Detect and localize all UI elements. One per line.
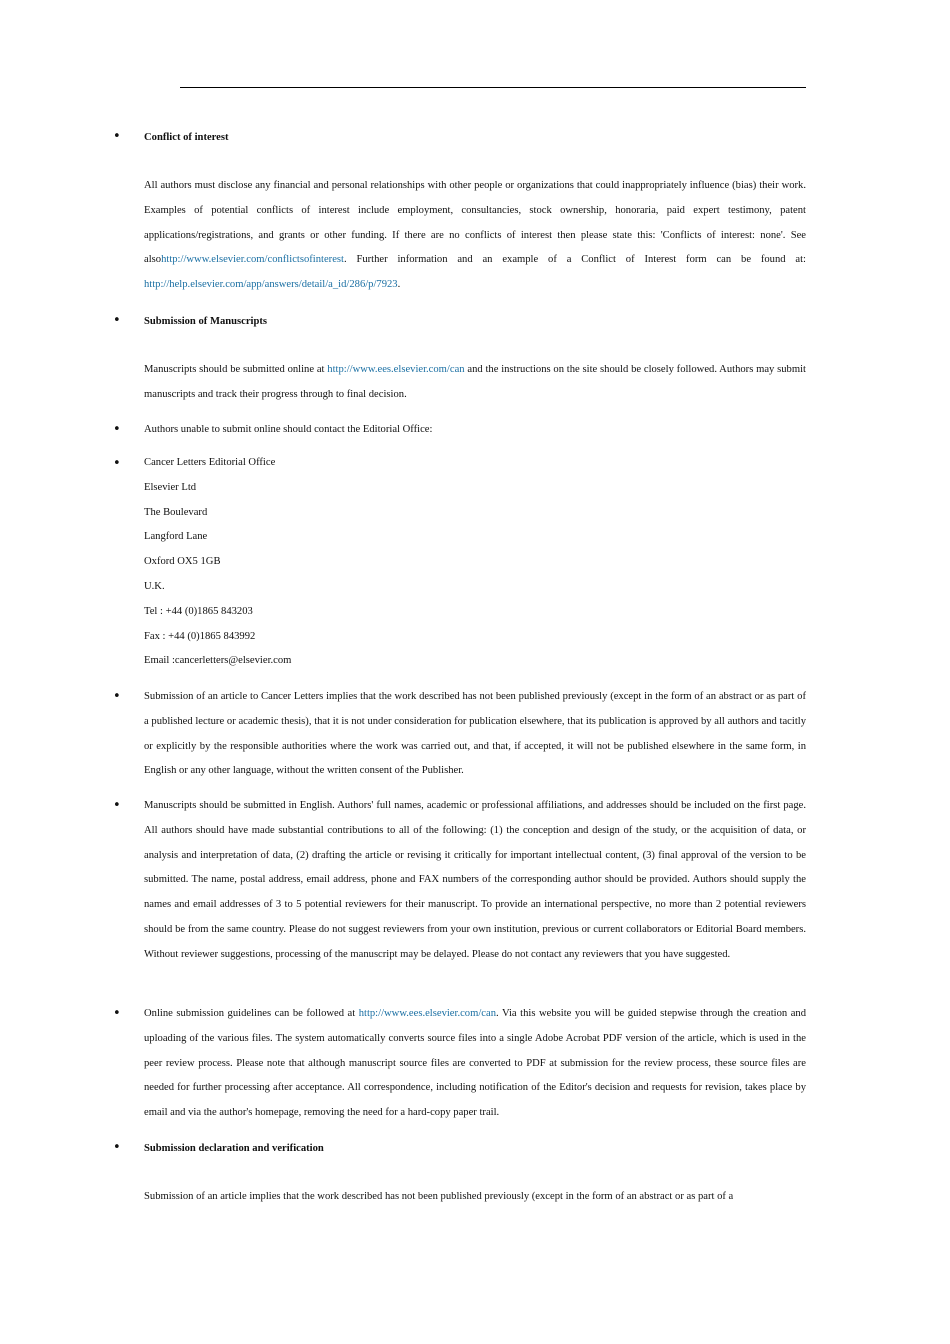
- submission-paragraph: Manuscripts should be submitted online at http://www.ees.elsevier.com/can and the instructions on the site should be closely followed. Authors may submit manuscripts and track their progress through to final decision.: [144, 364, 806, 400]
- english-paragraph: Manuscripts should be submitted in English. Authors' full names, academic or professional affiliations, and addresses should be included on the first page. All authors should have made substantial contributions to all of the following: (1) the conception and design of the study, or the acquisition of data, or analysis and interpretation of data, (2) drafting the article or revising it critically for important intellectual content, (3) final approval of the version to be submitted. The name, postal address, email address, phone and FAX numbers of the corresponding author should be provided. Authors should supply the names and email addresses of 3 to 5 potential reviewers for their manuscript. To provide an international perspective, no more than 2 potential reviewers should be from the same country. Please do not suggest reviewers from your own institution, previous or current collaborators or Editorial Board members. Without reviewer suggestions, processing of the manuscript may be delayed. Please do not contact any reviewers that you have suggested.: [144, 800, 806, 960]
- bullet: •: [113, 1006, 121, 1021]
- bullet: •: [113, 456, 121, 471]
- declaration-paragraph: Submission of an article implies that the work described has not been published previously (except in the form of an abstract or as part of a: [144, 1191, 734, 1202]
- bullet: •: [113, 313, 121, 328]
- submission-heading: Submission of Manuscripts: [144, 316, 268, 327]
- guidelines-paragraph: Online submission guidelines can be followed at http://www.ees.elsevier.com/can. Via this website you will be guided stepwise through the creation and uploading of the various files. The system automatically converts source files into a single Adobe Acrobat PDF version of the article, which is used in the peer review process. Please note that although manuscript source files are converted to PDF at submission for the review process, these source files are needed for further processing after acceptance. All correspondence, including notification of the Editor's decision and requests for revision, takes place by email and via the author's homepage, removing the need for a hard-copy paper trail.: [144, 1008, 806, 1119]
- bullet: •: [113, 689, 121, 704]
- bullet: •: [113, 798, 121, 813]
- address-line: Langford Lane: [144, 531, 208, 543]
- address-line: Oxford OX5 1GB: [144, 556, 221, 568]
- address-line: U.K.: [144, 580, 165, 592]
- bullet: •: [113, 422, 121, 437]
- address-line: Fax : +44 (0)1865 843992: [144, 630, 256, 642]
- unable-paragraph: Authors unable to submit online should contact the Editorial Office:: [144, 424, 433, 435]
- header-rule: [180, 87, 806, 88]
- address-line: Tel : +44 (0)1865 843203: [144, 605, 253, 617]
- implies-paragraph: Submission of an article to Cancer Letters implies that the work described has not been published previously (except in the form of an abstract or as part of a published lecture or academic thesis), that it is not under consideration for publication elsewhere, that its publication is approved by all authors and tacitly or explicitly by the responsible authorities where the work was carried out, and that, if accepted, it will not be published elsewhere in the same form, in English or any other language, without the written consent of the Publisher.: [144, 691, 806, 777]
- conflict-heading: Conflict of interest: [144, 132, 229, 143]
- address-line: Cancer Letters Editorial Office: [144, 457, 276, 468]
- bullet: •: [113, 129, 121, 144]
- conflict-paragraph: All authors must disclose any financial and personal relationships with other people or organizations that could inappropriately influence (bias) their work. Examples of potential conflicts of interest include employment, consultancies, stock ownership, honoraria, paid expert testimony, patent applications/registrations, and grants or other funding. If there are no conflicts of interest then please state this: 'Conflicts of interest: none'. See alsohttp://www.elsevier.com/conflictsofinterest. Further information and an example of a Conflict of Interest form can be found at: http://help.elsevier.com/app/answers/detail/a_id/286/p/7923.: [144, 180, 806, 291]
- guidelines-link[interactable]: http://www.ees.elsevier.com/can: [358, 1008, 496, 1019]
- declaration-heading: Submission declaration and verification: [144, 1143, 324, 1154]
- address-line: The Boulevard: [144, 506, 208, 518]
- address-line: Email :cancerletters@elsevier.com: [144, 655, 292, 667]
- conflict-help-link[interactable]: http://help.elsevier.com/app/answers/detail/a_id/286/p/7923: [144, 279, 398, 291]
- office-address: [144, 451, 806, 674]
- bullet: •: [113, 1140, 121, 1155]
- address-line: Elsevier Ltd: [144, 481, 197, 493]
- submission-link[interactable]: http://www.ees.elsevier.com/can: [327, 364, 465, 375]
- conflict-link[interactable]: http://www.elsevier.com/conflictsofinterest: [161, 254, 344, 266]
